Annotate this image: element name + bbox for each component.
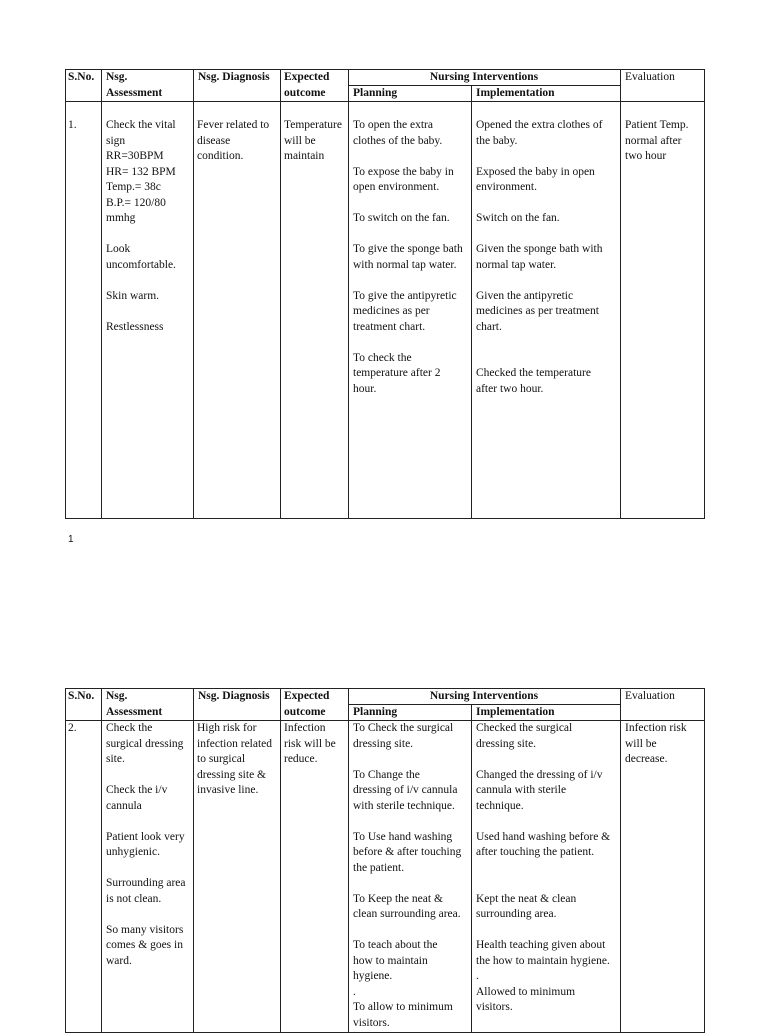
header-evaluation: Evaluation <box>625 690 675 702</box>
header-implementation: Implementation <box>476 706 555 718</box>
header-planning: Planning <box>353 706 398 718</box>
header-sno: S.No. <box>68 71 95 83</box>
row-2-implementation: Checked the surgical dressing site. Changed the dressing of i/v cannula with sterile technique. Used hand washing before & after touching the patient. Kept the neat & clean surrounding area. Health teaching given about the how to maintain hygiene. . Allowed to minimum visitors. <box>476 722 611 1013</box>
header-diagnosis: Nsg. Diagnosis <box>198 690 270 702</box>
row-2-diagnosis: High risk for infection related to surgical dressing site & invasive line. <box>197 722 273 796</box>
row-1-assessment: Check the vital sign RR=30BPM HR= 132 BPM Temp.= 38c B.P.= 120/80 mmhg Look uncomfortable. Skin warm. Restlessness <box>106 119 176 333</box>
header-sno: S.No. <box>68 690 95 702</box>
row-2-assessment: Check the surgical dressing site. Check the i/v cannula Patient look very unhygienic. Surrounding area is not clean. So many visitors comes & goes in ward. <box>106 722 186 967</box>
row-1-implementation: Opened the extra clothes of the baby. Exposed the baby in open environment. Switch on the fan. Given the sponge bath with normal tap water. Given the antipyretic medicines as per treatment chart. Checked the temperature after two hour. <box>476 119 603 395</box>
header-outcome: Expected outcome <box>284 71 330 99</box>
row-2-evaluation: Infection risk will be decrease. <box>625 722 687 765</box>
row-2-outcome: Infection risk will be reduce. <box>284 722 336 765</box>
header-implementation: Implementation <box>476 87 555 99</box>
row-2-planning: To Check the surgical dressing site. To Change the dressing of i/v cannula with sterile technique. To Use hand washing before & after touching the patient. To Keep the neat & clean surrounding area. To teach about the how to maintain hygiene. . To allow to minimum visitors. <box>353 722 462 1029</box>
row-1-planning: To open the extra clothes of the baby. To expose the baby in open environment. To switch on the fan. To give the sponge bath with normal tap water. To give the antipyretic medicines as per treatment chart. To check the temperature after 2 hour. <box>353 119 463 395</box>
row-1-diagnosis: Fever related to disease condition. <box>197 119 270 162</box>
header-assessment: Nsg. Assessment <box>106 71 163 99</box>
row-1-sno: 1. <box>68 119 77 131</box>
header-evaluation: Evaluation <box>625 71 675 83</box>
row-1-evaluation: Patient Temp. normal after two hour <box>625 119 689 162</box>
row-1-outcome: Temperature will be maintain <box>284 119 342 162</box>
header-interventions: Nursing Interventions <box>429 71 539 83</box>
header-interventions: Nursing Interventions <box>429 690 539 702</box>
row-2-sno: 2. <box>68 722 77 734</box>
header-planning: Planning <box>353 87 398 99</box>
header-outcome: Expected outcome <box>284 690 330 718</box>
header-diagnosis: Nsg. Diagnosis <box>198 71 270 83</box>
page-number: 1 <box>68 534 74 545</box>
header-assessment: Nsg. Assessment <box>106 690 163 718</box>
